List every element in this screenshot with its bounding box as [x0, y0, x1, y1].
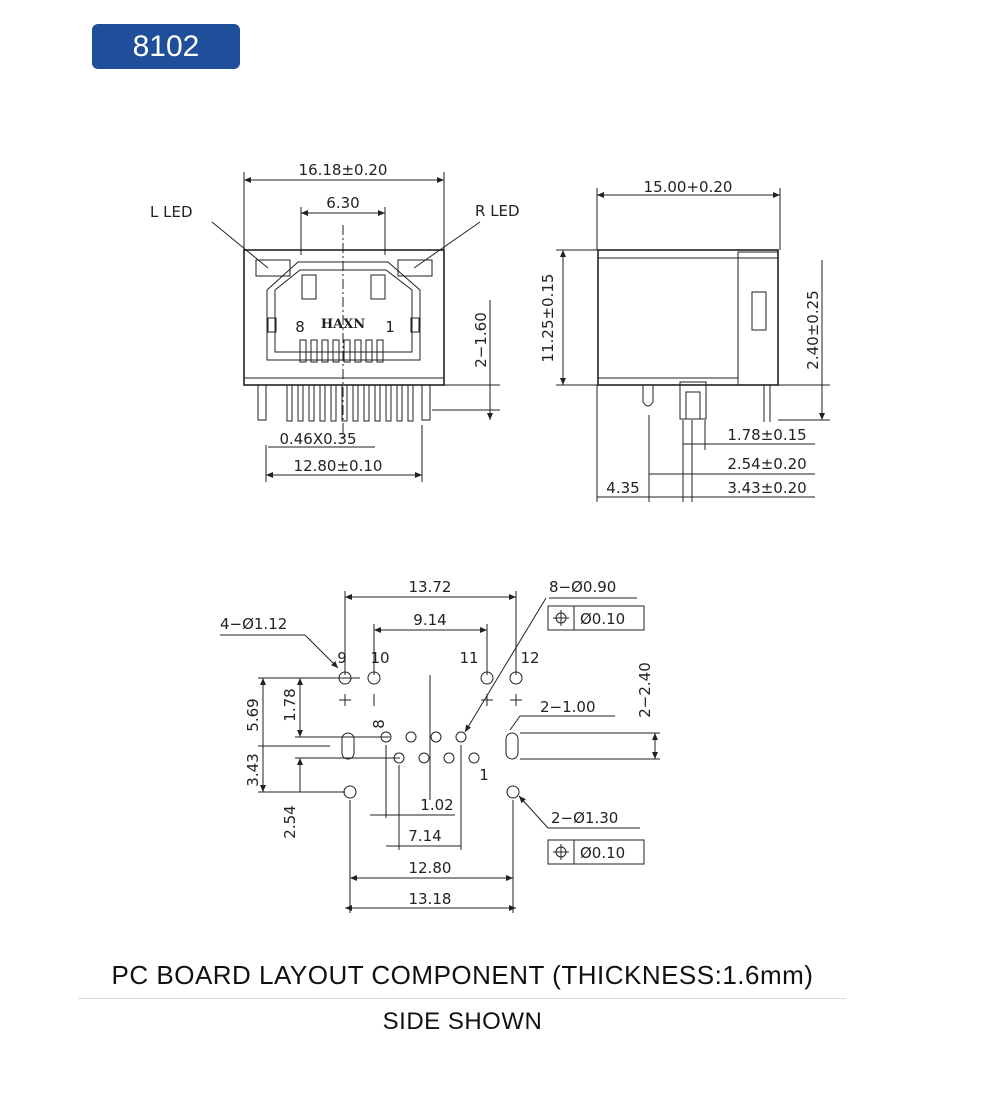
pcb-pin-12: 12 [520, 649, 540, 667]
right-led-label: R LED [475, 202, 520, 220]
front-width-dim: 16.18±0.20 [298, 161, 388, 179]
side-height-dim: 11.25±0.15 [539, 273, 557, 363]
side-view [539, 178, 830, 502]
caption-line-1: PC BOARD LAYOUT COMPONENT (THICKNESS:1.6mm) [111, 960, 814, 990]
pcb-dim-5-69: 5.69 [244, 698, 262, 732]
pin-height-dim: 2−1.60 [472, 312, 490, 368]
side-dim-3: 3.43±0.20 [727, 479, 807, 497]
pcb-dim-13-18: 13.18 [408, 890, 452, 908]
pcb-dim-2-54: 2.54 [281, 805, 299, 839]
pin-size-dim: 0.46X0.35 [279, 430, 357, 448]
pcb-dim-2-1-00: 2−1.00 [540, 698, 596, 716]
pcb-pin-1: 1 [479, 766, 489, 784]
pcb-width-13-72: 13.72 [408, 578, 452, 596]
pcb-dim-1-02: 1.02 [420, 796, 454, 814]
brand-mark: HAXN [320, 317, 366, 332]
pcb-dim-1-78: 1.78 [281, 688, 299, 722]
side-dim-4: 4.35 [606, 479, 640, 497]
pcb-dim-7-14: 7.14 [408, 827, 442, 845]
side-dim-1: 1.78±0.15 [727, 426, 807, 444]
pcb-dim-2-2-40: 2−2.40 [636, 662, 654, 718]
hole-4-callout: 4−Ø1.12 [220, 615, 288, 633]
caption-line-2: SIDE SHOWN [382, 1008, 543, 1035]
front-view [150, 161, 520, 482]
pcb-pin-9: 9 [337, 649, 347, 667]
pcb-dim-12-80: 12.80 [408, 859, 452, 877]
hole-2-callout: 2−Ø1.30 [551, 809, 619, 827]
pcb-pin-11: 11 [459, 649, 479, 667]
pcb-pin-10: 10 [370, 649, 390, 667]
pcb-width-9-14: 9.14 [413, 611, 447, 629]
left-led-label: L LED [150, 203, 193, 221]
pitch-dim: 12.80±0.10 [293, 457, 383, 475]
hole-8-callout: 8−Ø0.90 [549, 578, 617, 596]
depth-dim: 15.00+0.20 [643, 178, 733, 196]
port-width-dim: 6.30 [326, 194, 360, 212]
pcb-dim-3-43: 3.43 [244, 753, 262, 787]
model-badge: 8102 [92, 24, 240, 69]
tolerance-1: Ø0.10 [580, 610, 626, 628]
tab-height-dim: 2.40±0.25 [804, 290, 822, 370]
side-dim-2: 2.54±0.20 [727, 455, 807, 473]
tolerance-2: Ø0.10 [580, 844, 626, 862]
caption-divider [78, 998, 846, 999]
front-pin1-label: 1 [385, 318, 395, 336]
pcb-pin-8: 8 [370, 719, 388, 729]
front-pin8-label: 8 [295, 318, 305, 336]
pcb-layout-view [220, 578, 660, 913]
